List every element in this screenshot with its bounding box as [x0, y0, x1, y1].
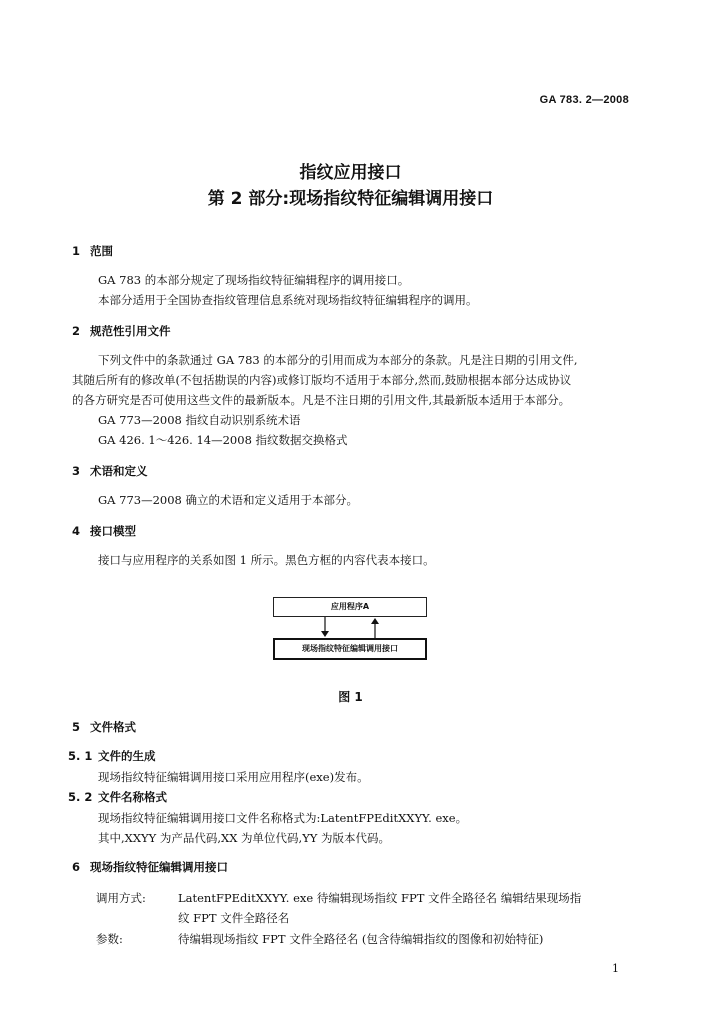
section-title: 现场指纹特征编辑调用接口	[90, 860, 228, 874]
call-method-value-cont: 纹 FPT 文件全路径名	[178, 911, 290, 925]
subsection-number: 5. 1	[68, 749, 93, 763]
document-title: 指纹应用接口	[299, 163, 402, 183]
section-5-heading	[72, 719, 136, 735]
section-title: 规范性引用文件	[90, 324, 171, 338]
document-subtitle: 第 2 部分:现场指纹特征编辑调用接口	[207, 189, 494, 209]
paragraph: 现场指纹特征编辑调用接口采用应用程序(exe)发布。	[98, 770, 369, 784]
subsection-5-2-heading	[68, 789, 167, 805]
subsection-5-1-heading	[68, 748, 156, 764]
subsection-title: 文件名称格式	[98, 790, 167, 804]
page-number: 1	[612, 962, 619, 975]
section-title: 文件格式	[90, 720, 136, 734]
subsection-title: 文件的生成	[98, 749, 156, 763]
paragraph: GA 773—2008 确立的术语和定义适用于本部分。	[98, 493, 359, 507]
figure-arrows	[273, 617, 427, 638]
subsection-number: 5. 2	[68, 790, 93, 804]
section-number: 6	[72, 860, 81, 874]
section-number: 2	[72, 324, 81, 338]
paragraph: 现场指纹特征编辑调用接口文件名称格式为:LatentFPEditXXYY. exe。	[98, 811, 468, 825]
paragraph: 其中,XXYY 为产品代码,XX 为单位代码,YY 为版本代码。	[98, 831, 391, 845]
application-box: 应用程序A	[273, 597, 427, 617]
parameter-label: 参数:	[96, 932, 123, 946]
paragraph: 本部分适用于全国协查指纹管理信息系统对现场指纹特征编辑程序的调用。	[98, 293, 478, 307]
standard-number: GA 783. 2—2008	[539, 94, 629, 106]
paragraph: GA 783 的本部分规定了现场指纹特征编辑程序的调用接口。	[98, 273, 410, 287]
section-title: 术语和定义	[90, 464, 148, 478]
up-arrowhead	[371, 618, 379, 624]
reference-item: GA 426. 1～426. 14—2008 指纹数据交换格式	[98, 433, 348, 447]
section-6-heading	[72, 859, 228, 875]
parameter-value: 待编辑现场指纹 FPT 文件全路径名 (包含待编辑指纹的图像和初始特征)	[178, 932, 544, 946]
paragraph: 下列文件中的条款通过 GA 783 的本部分的引用而成为本部分的条款。凡是注日期的引用文件,	[98, 353, 578, 367]
section-3-heading	[72, 463, 148, 479]
figure-caption: 图 1	[338, 690, 363, 704]
paragraph: 接口与应用程序的关系如图 1 所示。黑色方框的内容代表本接口。	[98, 553, 435, 567]
interface-box: 现场指纹特征编辑调用接口	[273, 638, 427, 660]
section-number: 5	[72, 720, 81, 734]
section-4-heading	[72, 523, 136, 539]
reference-item: GA 773—2008 指纹自动识别系统术语	[98, 413, 301, 427]
section-number: 3	[72, 464, 81, 478]
section-2-heading	[72, 323, 171, 339]
call-method-value: LatentFPEditXXYY. exe 待编辑现场指纹 FPT 文件全路径名 编辑结果现场指	[178, 891, 582, 905]
section-title: 接口模型	[90, 524, 136, 538]
paragraph: 的各方研究是否可使用这些文件的最新版本。凡是不注日期的引用文件,其最新版本适用于本部分。	[72, 393, 571, 407]
section-title: 范围	[90, 244, 113, 258]
section-number: 4	[72, 524, 81, 538]
down-arrowhead	[321, 631, 329, 637]
section-1-heading	[72, 243, 113, 259]
paragraph: 其随后所有的修改单(不包括勘误的内容)或修订版均不适用于本部分,然而,鼓励根据本部分达成协议	[72, 373, 572, 387]
section-number: 1	[72, 244, 81, 258]
call-method-label: 调用方式:	[96, 891, 146, 905]
